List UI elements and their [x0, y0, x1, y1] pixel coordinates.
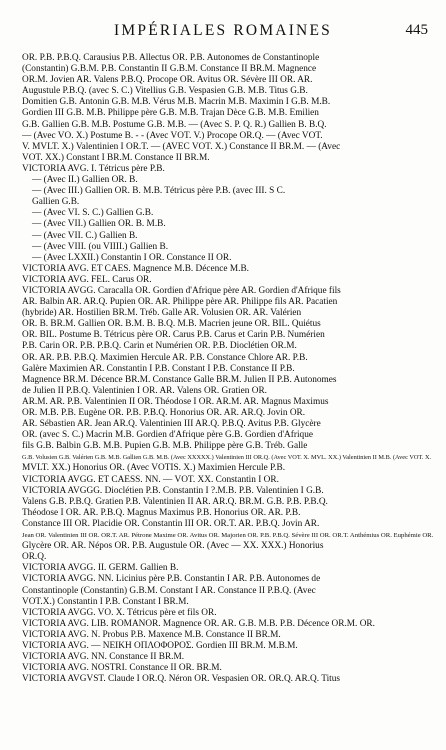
text-line: AR.M. AR. P.B. Valentinien II OR. Théodose I OR. AR.M. AR. Magnus Maximus [22, 396, 329, 407]
text-line: (hybride) AR. Hostilien BR.M. Tréb. Galle AR. Volusien OR. AR. Valérien [22, 308, 302, 319]
text-line: — (Avec VO. X.) Postume B. - - (Avec VOT. V.) Procope OR.Q. — (Avec VOT. [22, 130, 323, 141]
text-line: OR. M.B. P.B. Eugène OR. P.B. P.B.Q. Honorius OR. AR. AR.Q. Jovin OR. [22, 408, 306, 418]
text-line: OR. AR. P.B. P.B.Q. Maximien Hercule AR. P.B. Constance Chlore AR. P.B. [22, 352, 308, 363]
text-line: — (Avec VII. C.) Gallien B. [32, 230, 138, 241]
text-line: MVLT. XX.) Honorius OR. (Avec VOTIS. X.) Maximien Hercule P.B. [22, 463, 286, 474]
text-line: Magnence BR.M. Décence BR.M. Constance Galle BR.M. Julien II P.B. Autonomes [22, 374, 337, 385]
text-line: VICTORIA AVGG. II. GERM. Gallien B. [22, 563, 179, 574]
text-line: V. MVLT. X.) Valentinien I OR.T. — (AVEC VOT. X.) Constance II BR.M. — (Avec [22, 141, 341, 152]
text-line: Gordien III G.B. M.B. Philippe père G.B. M.B. Trajan Dèce G.B. M.B. Émilien [22, 108, 319, 119]
text-line: VICTORIA AVGVST. Claude I OR.Q. Néron OR. Vespasien OR. OR.Q. AR.Q. Titus [22, 674, 341, 685]
text-line: Glycère OR. AR. Népos OR. P.B. Augustule OR. (Avec — XX. XXX.) Honorius [22, 541, 324, 552]
text-line: fils G.B. Balbin G.B. M.B. Pupien G.B. M.B. Philippe père G.B. Tréb. Galle [22, 441, 308, 452]
text-line: OR. P.B. P.B.Q. Carausius P.B. Allectus OR. P.B. Autonomes de Constantinople [22, 53, 320, 63]
text-line: OR. (avec S. C.) Macrin M.B. Gordien d'Afrique père G.B. Gordien d'Afrique [22, 430, 313, 441]
text-line: — (Avec III.) Gallien OR. B. M.B. Tétricus père P.B. (avec III. S C. [32, 186, 286, 197]
text-line: VICTORIA AVG. — ΝΕΙΚΗ ΟΠΛΟΦΟΡΟΣ. Gordien III BR.M. M.B.M. [22, 640, 298, 651]
text-line: VICTORIA AVG. ET CAES. Magnence M.B. Décence M.B. [22, 263, 249, 274]
text-line: OR.M. Jovien AR. Valens P.B.Q. Procope OR. Avitus OR. Sévère III OR. AR. [22, 75, 313, 86]
text-line: VOT. XX.) Constant I BR.M. Constance II BR.M. [22, 152, 210, 163]
text-line: AR. Balbin AR. AR.Q. Pupien OR. AR. Philippe père AR. Philippe fils AR. Pacatien [22, 297, 338, 308]
text-line: Domitien G.B. Antonin G.B. M.B. Vérus M.B. Macrin M.B. Maximin I G.B. M.B. [22, 97, 331, 108]
text-line: VICTORIA AVGG. Caracalla OR. Gordien d'Afrique père AR. Gordien d'Afrique fils [22, 285, 341, 296]
text-line: AR. Sébastien AR. Jean AR.Q. Valentinien III AR.Q. P.B.Q. Avitus P.B. Glycère [22, 419, 321, 430]
text-line: OR. B. BR.M. Gallien OR. B.M. B. B.Q. M.B. Macrien jeune OR. BIL. Quiétus [22, 319, 321, 330]
text-line: VICTORIA AVGG. VO. X. Tétricus père et fils OR. [22, 607, 217, 618]
text-line: VICTORIA AVG. NOSTRI. Constance II OR. BR.M. [22, 663, 222, 674]
text-line: VICTORIA AVGG. NN. Licinius père P.B. Constantin I AR. P.B. Autonomes de [22, 574, 321, 585]
text-line: de Julien II P.B.Q. Valentinien I OR. AR. Valens OR. Gratien OR. [22, 385, 267, 396]
text-line: — (Avec II.) Gallien OR. B. [32, 175, 138, 186]
text-line: — (Avec VIII. (ou VIIII.) Gallien B. [32, 241, 169, 252]
text-line: Galère Maximien AR. Constantin I P.B. Constant I P.B. Constance II P.B. [22, 363, 295, 374]
text-line: G.B. Volusien G.B. Valérien G.B. M.B. Gallien G.B. M.B. (Avec XXXXX.) Valentinien III OR.Q. (Avec VOT. X. MVL. XX.) Valentinien II M.B. (Avec VOT. X. [22, 454, 432, 462]
text-line: Constantinople (Constantin) G.B.M. Constant I AR. Constance II P.B.Q. (Avec [22, 585, 316, 596]
text-line: VICTORIA AVG. FEL. Carus OR. [22, 274, 152, 285]
text-line: Augustule P.B.Q. (avec S. C.) Vitellius G.B. Vespasien G.B. M.B. Titus G.B. [22, 86, 308, 97]
text-line: Valens G.B. P.B.Q. Gratien P.B. Valentinien II AR. AR.Q. BR.M. G.B. P.B. P.B.Q. [22, 496, 328, 507]
page-title: IMPÉRIALES ROMAINES [114, 22, 332, 39]
text-line: — (Avec LXXII.) Constantin I OR. Constance II OR. [32, 252, 232, 263]
text-line: G.B. Gallien G.B. M.B. Postume G.B. M.B. — (Avec S. P. Q. R.) Gallien B. B.Q. [22, 119, 327, 130]
text-line: VOT.X.) Constantin I P.B. Constant I BR.M. [22, 596, 189, 607]
text-line: Gallien G.B. [32, 197, 80, 208]
page-header [0, 22, 446, 46]
text-line: VICTORIA AVG. NN. Constance II BR.M. [22, 652, 185, 663]
text-line: Constance III OR. Placidie OR. Constantin III OR. OR.T. AR. P.B.Q. Jovin AR. [22, 518, 320, 529]
text-line: — (Avec VI. S. C.) Gallien G.B. [32, 208, 154, 219]
text-line: OR.Q. [22, 552, 47, 563]
text-line: — (Avec VII.) Gallien OR. B. M.B. [32, 219, 166, 230]
text-line: VICTORIA AVGGG. Dioclétien P.B. Constantin I ?.M.B. P.B. Valentinien I G.B. [22, 485, 324, 496]
text-line: VICTORIA AVG. LIB. ROMANOR. Magnence OR. AR. G.B. M.B. P.B. Décence OR.M. OR. [22, 618, 375, 629]
text-line: (Constantin) G.B.M. P.B. Constantin II G.B.M. Constance II BR.M. Magnence [22, 64, 317, 75]
text-line: P.B. Carin OR. P.B. P.B.Q. Carin et Numérien OR. P.B. Dioclétien OR.M. [22, 341, 297, 352]
page-number: 445 [405, 22, 428, 38]
text-line: OR. BIL. Postume B. Tétricus père OR. Carus P.B. Carus et Carin P.B. Numérien [22, 330, 325, 341]
text-line: VICTORIA AVGG. ET CAESS. NN. — VOT. XX. Constantin I OR. [22, 474, 279, 485]
text-line: Théodose I OR. AR. P.B.Q. Magnus Maximus P.B. Honorius OR. AR. P.B. [22, 507, 301, 518]
text-line: Jean OR. Valentinien III OR. OR.T. AR. Pétrone Maxime OR. Avitus OR. Majorien OR. P.B. P.B.Q. Sévère III OR. OR.T. Anthémius OR. Euphémie OR. [22, 532, 434, 540]
text-line: VICTORIA AVG. N. Probus P.B. Maxence M.B. Constance II BR.M. [22, 629, 281, 640]
text-line: VICTORIA AVG. I. Tétricus père P.B. [22, 163, 165, 174]
text-body [22, 53, 434, 685]
